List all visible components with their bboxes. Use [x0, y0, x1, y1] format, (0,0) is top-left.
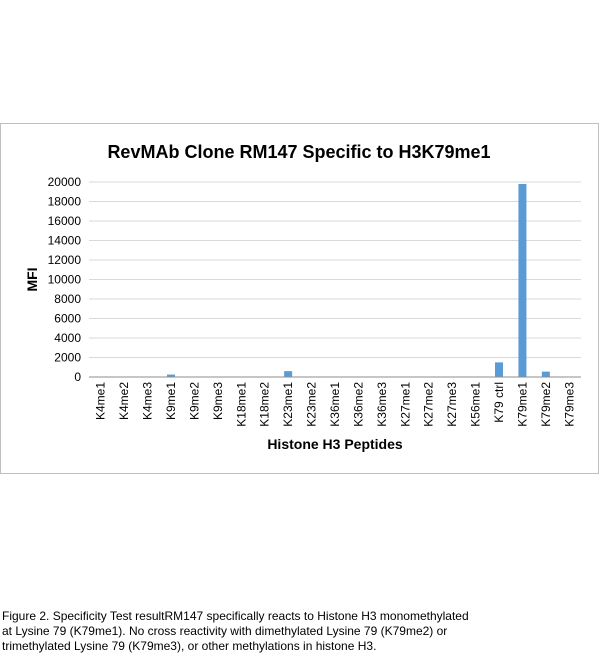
y-tick-label: 6000 [54, 311, 81, 326]
y-tick-label: 16000 [47, 214, 81, 228]
bar [284, 371, 292, 377]
chart-frame [0, 123, 599, 474]
x-tick-label: K9me2 [187, 382, 202, 421]
x-axis-label: Histone H3 Peptides [267, 436, 403, 452]
bars [167, 184, 550, 377]
x-tick-label: K4me2 [117, 382, 132, 421]
x-tick-label: K36me2 [351, 382, 366, 427]
x-tick-label: K23me1 [281, 382, 296, 427]
x-tick-label: K79 ctrl [492, 382, 506, 423]
y-tick-label: 8000 [54, 292, 81, 306]
x-tick-label: K79me3 [562, 382, 577, 427]
y-axis-label: MFI [24, 267, 40, 292]
bar [518, 184, 526, 377]
x-tick-label: K27me1 [398, 382, 413, 427]
y-tick-label: 2000 [54, 350, 81, 365]
y-tick-label: 0 [74, 370, 81, 384]
x-tick-label: K36me3 [374, 382, 389, 427]
gridlines [89, 182, 581, 358]
y-tick-label: 20000 [47, 175, 81, 189]
x-tick-label: K4me3 [140, 382, 155, 421]
x-tick-label: K36me1 [328, 382, 342, 427]
y-tick-label: 14000 [47, 233, 81, 248]
caption-line: Figure 2. Specificity Test resultRM147 specifically reacts to Histone H3 monomethylated [2, 609, 469, 623]
x-tick-label: K4me1 [93, 382, 108, 421]
y-tick-label: 18000 [47, 194, 81, 209]
x-tick-label: K23me2 [304, 382, 319, 427]
x-tick-label: K18me1 [234, 382, 249, 427]
x-tick-label: K56me1 [468, 382, 483, 427]
bar-chart [1, 124, 598, 473]
y-tick-label: 10000 [47, 272, 81, 287]
x-tick-label: K27me3 [445, 382, 460, 427]
x-tick-label: K18me2 [257, 382, 272, 427]
x-tick-label: K9me1 [164, 382, 178, 421]
chart-title: RevMAb Clone RM147 Specific to H3K79me1 [107, 142, 491, 162]
x-axis-ticks [94, 382, 577, 427]
caption-line: trimethylated Lysine 79 (K79me3), or other methylations in histone H3. [2, 639, 377, 653]
bar [542, 372, 550, 377]
x-tick-label: K79me2 [538, 382, 553, 427]
y-axis-ticks [48, 175, 82, 384]
figure-caption [2, 609, 592, 654]
bar [495, 362, 503, 377]
y-tick-label: 12000 [47, 253, 81, 267]
y-tick-label: 4000 [54, 331, 81, 345]
caption-line: at Lysine 79 (K79me1). No cross reactivity with dimethylated Lysine 79 (K79me2) or [2, 624, 448, 638]
x-tick-label: K9me3 [210, 382, 225, 421]
x-tick-label: K79me1 [515, 382, 530, 427]
x-tick-label: K27me2 [421, 382, 436, 427]
